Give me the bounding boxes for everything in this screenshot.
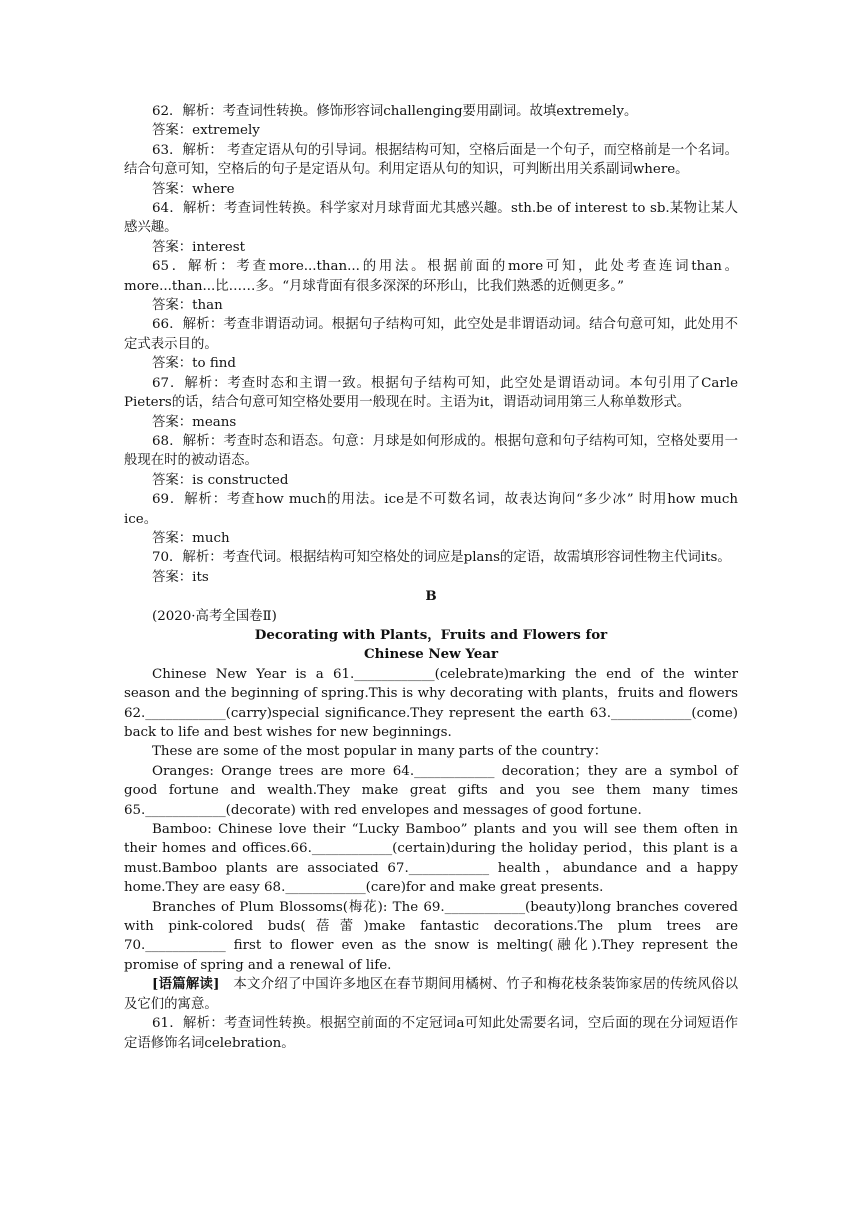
passage-paragraph-4: Bamboo: Chinese love their “Lucky Bamboo” plants and you will see them often in their homes and offices.66.____________(certain)during the holiday period，this plant is a must.Bamboo plants are associated 67.____________ health，abundance and a happy home.They are easy 68.____________(care)for and make great presents. [124,822,738,896]
passage-paragraph-2: These are some of the most popular in many parts of the country： [152,744,608,760]
answer-68: 答案：is constructed [152,472,289,488]
answer-65: 答案：than [152,298,223,314]
passage-paragraph-3: Oranges: Orange trees are more 64.____________ decoration；they are a symbol of good fortune and wealth.They make great gifts and you see them many times 65.____________(decorate) with red envelopes and messages of good fortune. [124,763,738,818]
answer-70: 答案：its [152,569,209,585]
explanation-69: 69．解析：考查how much的用法。ice是不可数名词，故表达询问“多少冰” 时用how much ice。 [124,492,738,527]
explanation-70: 70．解析：考查代词。根据结构可知空格处的词应是plans的定语，故需填形容词性物主代词its。 [152,550,731,566]
explanation-65: 65．解析：考查more...than...的用法。根据前面的more可知，此处考查连词than。more...than...比……多。“月球背面有很多深深的环形山，比我们熟悉的近侧更多。” [124,259,738,294]
document-page [124,102,738,1053]
answer-63: 答案：where [152,181,235,197]
explanation-62: 62．解析：考查词性转换。修饰形容词challenging要用副词。故填extremely。 [152,104,638,119]
explanation-67: 67．解析：考查时态和主谓一致。根据句子结构可知，此空处是谓语动词。本句引用了Carle Pieters的话，结合句意可知空格处要用一般现在时。主语为it，谓语动词用第三人称单数形式。 [124,375,738,411]
passage-interpretation [124,975,738,1014]
interpretation-label: [语篇解读] [152,976,220,993]
explanation-63: 63．解析： 考查定语从句的引导词。根据结构可知，空格后面是一个句子，而空格前是一个名词。结合句意可知，空格后的句子是定语从句。利用定语从句的知识，可判断出用关系副词where。 [124,142,738,178]
passage-title-line-2: Chinese New Year [363,646,499,663]
explanation-61: 61．解析：考查词性转换。根据空前面的不定冠词a可知此处需要名词，空后面的现在分词短语作定语修饰名词celebration。 [124,1016,738,1051]
answer-69: 答案：much [152,530,230,546]
answer-66: 答案：to find [152,356,236,372]
passage-paragraph-5: Branches of Plum Blossoms(梅花): The 69.____________(beauty)long branches covered with pink-colored buds(蓓蕾)make fantastic decorations.The plum trees are 70.____________ first to flower even as the snow is melting(融化).They represent the promise of spring and a renewal of life. [124,899,738,973]
passage-paragraph-1: Chinese New Year is a 61.____________(celebrate)marking the end of the winter season and the beginning of spring.This is why decorating with plants，fruits and flowers 62.____________(carry)special significance.They represent the earth 63.____________(come) back to life and best wishes for new beginnings. [124,666,738,740]
explanation-64: 64．解析：考查词性转换。科学家对月球背面尤其感兴趣。sth.be of interest to sb.某物让某人感兴趣。 [124,201,738,236]
explanation-66: 66．解析：考查非谓语动词。根据句子结构可知，此空处是非谓语动词。结合句意可知，此处用不定式表示目的。 [124,317,738,352]
answer-62: 答案：extremely [152,123,260,139]
answer-64: 答案：interest [152,239,245,255]
interpretation-text: 本文介绍了中国许多地区在春节期间用橘树、竹子和梅花枝条装饰家居的传统风俗以及它们的寓意。 [124,977,739,1012]
answer-67: 答案：means [152,414,237,430]
explanation-68: 68．解析：考查时态和语态。句意：月球是如何形成的。根据句意和句子结构可知，空格处要用一般现在时的被动语态。 [124,433,738,469]
passage-title-line-1: Decorating with Plants，Fruits and Flowers for [254,626,608,643]
source-label: (2020·高考全国卷Ⅱ) [152,608,277,624]
section-label: B [425,588,437,605]
